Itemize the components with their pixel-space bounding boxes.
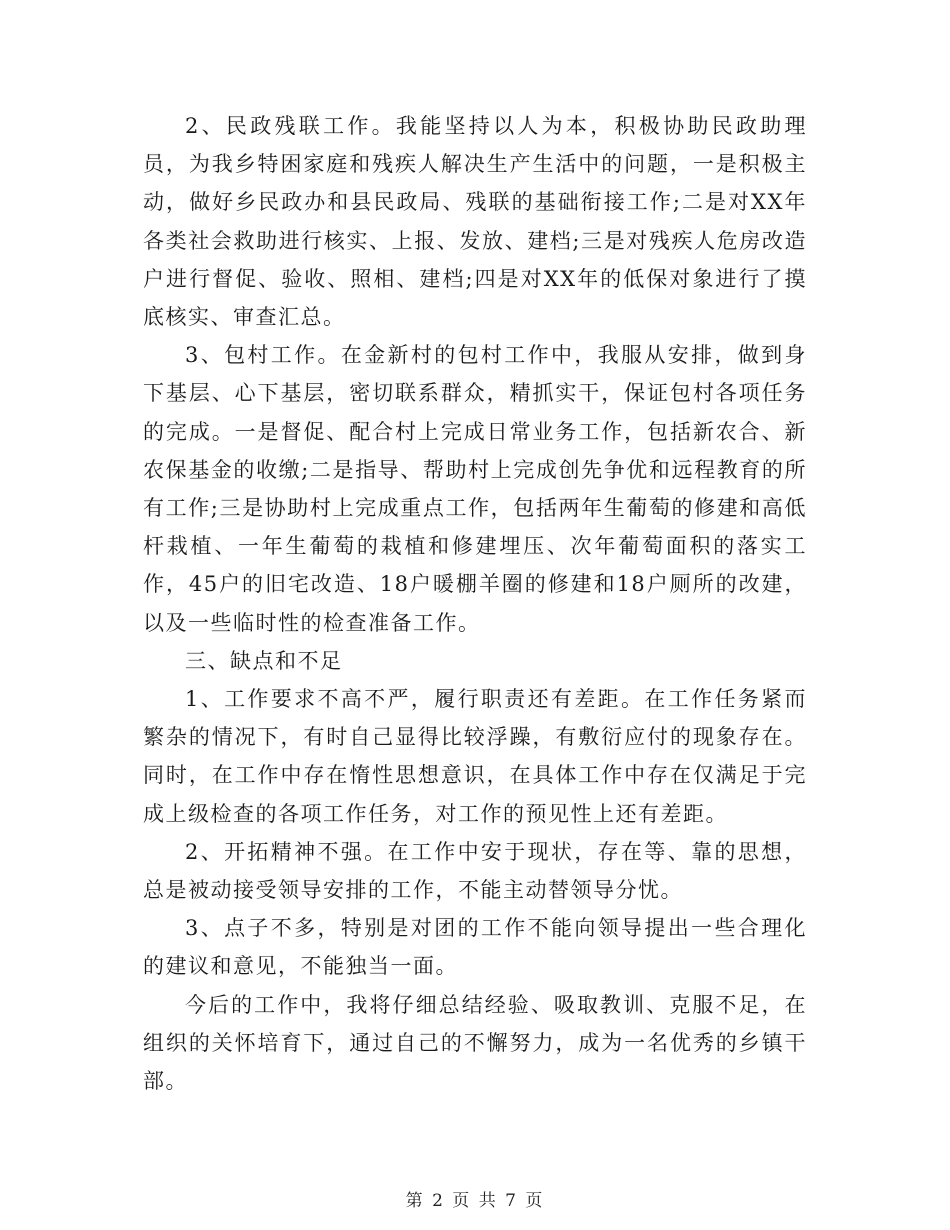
section-heading-shortcomings: 三、缺点和不足 xyxy=(185,648,343,673)
paragraph-shortcoming-3: 3、点子不多，特别是对团的工作不能向领导提出一些合理化的建议和意见，不能独当一面。 xyxy=(143,916,807,979)
page-number-footer: 第 2 页 共 7 页 xyxy=(405,1191,545,1211)
paragraph-conclusion: 今后的工作中，我将仔细总结经验、吸取教训、克服不足，在组织的关怀培育下，通过自己的不懈努力，成为一名优秀的乡镇干部。 xyxy=(143,992,807,1094)
document-body xyxy=(143,107,807,1100)
paragraph-shortcoming-2: 2、开拓精神不强。在工作中安于现状，存在等、靠的思想，总是被动接受领导安排的工作，不能主动替领导分忧。 xyxy=(143,839,807,903)
paragraph-shortcoming-1: 1、工作要求不高不严，履行职责还有差距。在工作任务紧而繁杂的情况下，有时自己显得比较浮躁，有敷衍应付的现象存在。同时，在工作中存在惰性思想意识，在具体工作中存在仅满足于完成上级检查的各项工作任务，对工作的预见性上还有差距。 xyxy=(143,687,807,826)
paragraph-civil-affairs: 2、民政残联工作。我能坚持以人为本，积极协助民政助理员，为我乡特困家庭和残疾人解决生产生活中的问题，一是积极主动，做好乡民政办和县民政局、残联的基础衔接工作;二是对XX年各类社会救助进行核实、上报、发放、建档;三是对残疾人危房改造户进行督促、验收、照相、建档;四是对XX年的低保对象进行了摸底核实、审查汇总。 xyxy=(143,114,807,330)
paragraph-village-work: 3、包村工作。在金新村的包村工作中，我服从安排，做到身下基层、心下基层，密切联系群众，精抓实干，保证包村各项任务的完成。一是督促、配合村上完成日常业务工作，包括新农合、新农保基金的收缴;二是指导、帮助村上完成创先争优和远程教育的所有工作;三是协助村上完成重点工作，包括两年生葡萄的修建和高低杆栽植、一年生葡萄的栽植和修建埋压、次年葡萄面积的落实工作，45户的旧宅改造、18户暖棚羊圈的修建和18户厕所的改建，以及一些临时性的检查准备工作。 xyxy=(143,343,807,635)
